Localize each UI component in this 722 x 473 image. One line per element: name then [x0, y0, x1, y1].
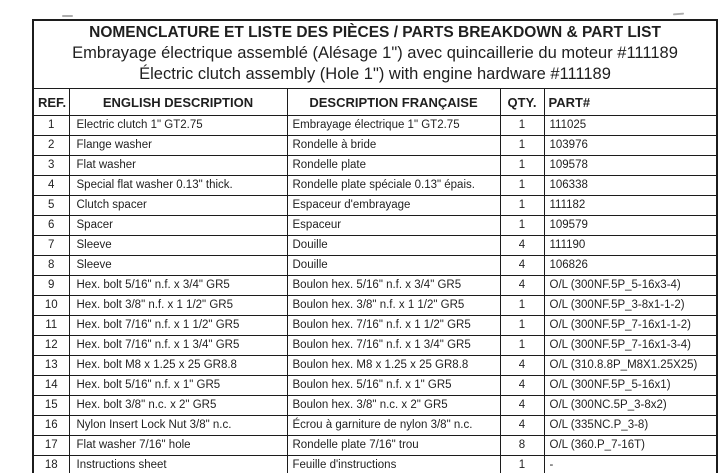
table-row — [33, 156, 717, 176]
column-header-ref: REF. — [33, 89, 69, 116]
qty-cell: 1 — [500, 196, 544, 216]
table-row — [33, 296, 717, 316]
column-header-row — [33, 89, 717, 116]
ref-cell: 14 — [33, 376, 69, 396]
table-row — [33, 256, 717, 276]
english-description-cell: Flat washer 7/16" hole — [69, 436, 287, 456]
column-header-part: PART# — [544, 89, 717, 116]
english-description-cell: Spacer — [69, 216, 287, 236]
ref-cell: 3 — [33, 156, 69, 176]
ref-cell: 12 — [33, 336, 69, 356]
qty-cell: 4 — [500, 356, 544, 376]
english-description-cell: Sleeve — [69, 256, 287, 276]
qty-cell: 1 — [500, 316, 544, 336]
qty-cell: 4 — [500, 236, 544, 256]
french-description-cell: Douille — [287, 256, 500, 276]
table-body — [33, 116, 717, 473]
ref-cell: 8 — [33, 256, 69, 276]
english-description-cell: Hex. bolt 3/8" n.f. x 1 1/2" GR5 — [69, 296, 287, 316]
english-description-cell: Electric clutch 1" GT2.75 — [69, 116, 287, 136]
french-description-cell: Boulon hex. 5/16" n.f. x 3/4" GR5 — [287, 276, 500, 296]
table-subtitle-french: Embrayage électrique assemblé (Alésage 1") avec quincaillerie du moteur #111189 — [72, 44, 678, 62]
french-description-cell: Douille — [287, 236, 500, 256]
english-description-cell: Hex. bolt 5/16" n.f. x 3/4" GR5 — [69, 276, 287, 296]
qty-cell: 1 — [500, 296, 544, 316]
qty-cell: 4 — [500, 256, 544, 276]
french-description-cell: Boulon hex. 7/16" n.f. x 1 1/2" GR5 — [287, 316, 500, 336]
english-description-cell: Hex. bolt 7/16" n.f. x 1 1/2" GR5 — [69, 316, 287, 336]
table-row — [33, 176, 717, 196]
english-description-cell: Nylon Insert Lock Nut 3/8" n.c. — [69, 416, 287, 436]
table-subtitle-english: Électric clutch assembly (Hole 1") with engine hardware #111189 — [139, 65, 611, 83]
part-number-cell: O/L (300NF.5P_7-16x1-1-2) — [544, 316, 717, 336]
ref-cell: 1 — [33, 116, 69, 136]
part-number-cell: 111182 — [544, 196, 717, 216]
french-description-cell: Boulon hex. 3/8" n.c. x 2" GR5 — [287, 396, 500, 416]
table-row — [33, 376, 717, 396]
part-number-cell: O/L (360.P_7-16T) — [544, 436, 717, 456]
ref-cell: 13 — [33, 356, 69, 376]
table-row — [33, 356, 717, 376]
part-number-cell: 103976 — [544, 136, 717, 156]
table-row — [33, 316, 717, 336]
english-description-cell: Hex. bolt 7/16" n.f. x 1 3/4" GR5 — [69, 336, 287, 356]
ref-cell: 9 — [33, 276, 69, 296]
table-row — [33, 276, 717, 296]
part-number-cell: 109578 — [544, 156, 717, 176]
parts-breakdown-table — [32, 19, 718, 473]
qty-cell: 4 — [500, 416, 544, 436]
part-number-cell: O/L (300NC.5P_3-8x2) — [544, 396, 717, 416]
french-description-cell: Boulon hex. 5/16" n.f. x 1" GR5 — [287, 376, 500, 396]
part-number-cell: 106826 — [544, 256, 717, 276]
part-number-cell: - — [544, 456, 717, 473]
qty-cell: 1 — [500, 136, 544, 156]
part-number-cell: 109579 — [544, 216, 717, 236]
table-row — [33, 396, 717, 416]
part-number-cell: 106338 — [544, 176, 717, 196]
ref-cell: 6 — [33, 216, 69, 236]
title-row — [33, 20, 717, 89]
qty-cell: 8 — [500, 436, 544, 456]
part-number-cell: O/L (310.8.8P_M8X1.25X25) — [544, 356, 717, 376]
french-description-cell: Rondelle à bride — [287, 136, 500, 156]
table-title: NOMENCLATURE ET LISTE DES PIÈCES / PARTS BREAKDOWN & PART LIST — [89, 24, 661, 41]
part-number-cell: O/L (300NF.5P_7-16x1-3-4) — [544, 336, 717, 356]
french-description-cell: Boulon hex. 3/8" n.f. x 1 1/2" GR5 — [287, 296, 500, 316]
table-row — [33, 456, 717, 473]
ref-cell: 11 — [33, 316, 69, 336]
qty-cell: 4 — [500, 276, 544, 296]
table-row — [33, 416, 717, 436]
table-row — [33, 216, 717, 236]
french-description-cell: Écrou à garniture de nylon 3/8" n.c. — [287, 416, 500, 436]
qty-cell: 4 — [500, 396, 544, 416]
english-description-cell: Hex. bolt 5/16" n.f. x 1" GR5 — [69, 376, 287, 396]
table-row — [33, 236, 717, 256]
french-description-cell: Boulon hex. M8 x 1.25 x 25 GR8.8 — [287, 356, 500, 376]
part-number-cell: 111190 — [544, 236, 717, 256]
qty-cell: 1 — [500, 456, 544, 473]
english-description-cell: Hex. bolt 3/8" n.c. x 2" GR5 — [69, 396, 287, 416]
part-number-cell: 111025 — [544, 116, 717, 136]
table-title-block — [33, 20, 717, 89]
ref-cell: 18 — [33, 456, 69, 473]
ref-cell: 5 — [33, 196, 69, 216]
part-number-cell: O/L (300NF.5P_3-8x1-1-2) — [544, 296, 717, 316]
english-description-cell: Special flat washer 0.13" thick. — [69, 176, 287, 196]
qty-cell: 1 — [500, 216, 544, 236]
part-number-cell: O/L (300NF.5P_5-16x1) — [544, 376, 717, 396]
french-description-cell: Rondelle plate spéciale 0.13" épais. — [287, 176, 500, 196]
english-description-cell: Flat washer — [69, 156, 287, 176]
french-description-cell: Feuille d'instructions — [287, 456, 500, 473]
english-description-cell: Clutch spacer — [69, 196, 287, 216]
qty-cell: 1 — [500, 176, 544, 196]
table-row — [33, 196, 717, 216]
table-row — [33, 116, 717, 136]
column-header-french: DESCRIPTION FRANÇAISE — [287, 89, 500, 116]
english-description-cell: Hex. bolt M8 x 1.25 x 25 GR8.8 — [69, 356, 287, 376]
ref-cell: 4 — [33, 176, 69, 196]
ref-cell: 7 — [33, 236, 69, 256]
french-description-cell: Rondelle plate 7/16" trou — [287, 436, 500, 456]
french-description-cell: Rondelle plate — [287, 156, 500, 176]
english-description-cell: Flange washer — [69, 136, 287, 156]
ref-cell: 2 — [33, 136, 69, 156]
part-number-cell: O/L (300NF.5P_5-16x3-4) — [544, 276, 717, 296]
column-header-qty: QTY. — [500, 89, 544, 116]
ref-cell: 17 — [33, 436, 69, 456]
table-row — [33, 336, 717, 356]
qty-cell: 1 — [500, 336, 544, 356]
french-description-cell: Espaceur d'embrayage — [287, 196, 500, 216]
french-description-cell: Boulon hex. 7/16" n.f. x 1 3/4" GR5 — [287, 336, 500, 356]
ref-cell: 10 — [33, 296, 69, 316]
column-header-english: ENGLISH DESCRIPTION — [69, 89, 287, 116]
part-number-cell: O/L (335NC.P_3-8) — [544, 416, 717, 436]
scan-artifact — [62, 15, 73, 17]
ref-cell: 16 — [33, 416, 69, 436]
ref-cell: 15 — [33, 396, 69, 416]
table-row — [33, 136, 717, 156]
french-description-cell: Espaceur — [287, 216, 500, 236]
scan-artifact — [673, 13, 684, 16]
qty-cell: 4 — [500, 376, 544, 396]
english-description-cell: Instructions sheet — [69, 456, 287, 473]
qty-cell: 1 — [500, 156, 544, 176]
table-row — [33, 436, 717, 456]
english-description-cell: Sleeve — [69, 236, 287, 256]
french-description-cell: Embrayage électrique 1" GT2.75 — [287, 116, 500, 136]
qty-cell: 1 — [500, 116, 544, 136]
